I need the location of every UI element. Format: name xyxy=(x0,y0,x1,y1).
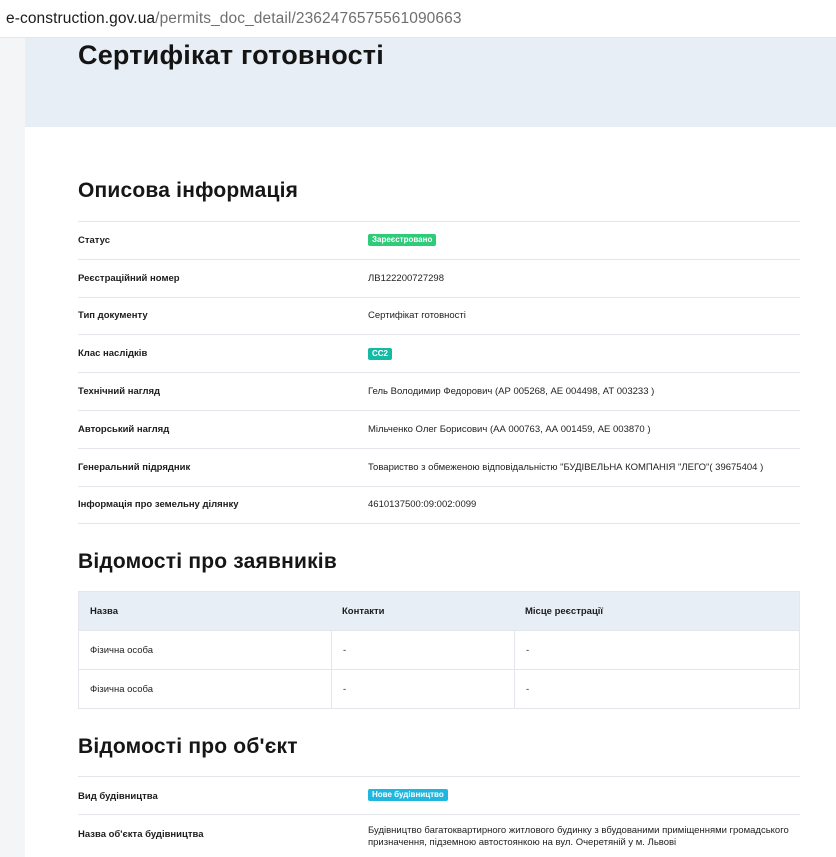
class-badge-wrap xyxy=(368,348,392,360)
info-label: Генеральний підрядник xyxy=(78,461,191,473)
section-title-applicants: Відомості про заявників xyxy=(78,550,337,573)
info-row-object-name xyxy=(78,814,800,857)
table-cell: - xyxy=(514,631,800,669)
table-cell: Фізична особа xyxy=(90,644,154,656)
table-cell: - xyxy=(514,670,800,708)
url-domain: e-construction.gov.ua xyxy=(6,9,156,27)
info-label: Реєстраційний номер xyxy=(78,272,180,284)
address-bar[interactable] xyxy=(0,0,836,38)
info-row-construction-type xyxy=(78,776,800,814)
info-row-document-type xyxy=(78,297,800,335)
section-title-object: Відомості про об'єкт xyxy=(78,735,298,758)
info-label: Статус xyxy=(78,234,111,246)
info-value: Товариство з обмеженою відповідальністю "БУДІВЕЛЬНА КОМПАНІЯ "ЛЕГО"( 39675404 ) xyxy=(368,461,764,473)
table-header xyxy=(79,592,799,630)
info-value: Сертифікат готовності xyxy=(368,310,466,322)
info-label: Технічний нагляд xyxy=(78,386,161,398)
applicants-table xyxy=(78,591,800,709)
column-header-name: Назва xyxy=(90,605,118,617)
left-gutter xyxy=(0,38,25,857)
info-value: Будівництво багатоквартирного житлового будинку з вбудованими приміщеннями громадського призначення, підземною автостоянкою на вул. Очеретяній у м. Львові xyxy=(368,825,789,848)
construction-type-badge-wrap xyxy=(368,789,798,801)
url-path: /permits_doc_detail/2362476575561090663 xyxy=(155,9,462,27)
column-header-contacts: Контакти xyxy=(342,605,385,617)
table-cell: Фізична особа xyxy=(90,683,154,695)
status-badge-wrap xyxy=(368,234,436,246)
info-row-author-supervision xyxy=(78,410,800,448)
info-row-general-contractor xyxy=(78,448,800,486)
table-row xyxy=(79,669,799,708)
info-value: Мільченко Олег Борисович (АА 000763, АА 001459, АЕ 003870 ) xyxy=(368,423,651,435)
table-cell: - xyxy=(331,670,514,708)
info-label: Вид будівництва xyxy=(78,791,158,802)
info-value: Гель Володимир Федорович (АР 005268, АЕ 004498, АТ 003233 ) xyxy=(368,386,655,398)
table-cell: - xyxy=(331,631,514,669)
info-value: 4610137500:09:002:0099 xyxy=(368,499,477,511)
info-label: Тип документу xyxy=(78,310,148,322)
info-label: Назва об'єкта будівництва xyxy=(78,829,204,840)
construction-type-badge: Нове будівництво xyxy=(368,789,448,801)
object-info-table xyxy=(78,776,800,857)
info-label: Авторський нагляд xyxy=(78,423,170,435)
info-row-status xyxy=(78,221,800,259)
info-row-registration-number xyxy=(78,259,800,297)
column-header-registration-place: Місце реєстрації xyxy=(525,605,604,617)
info-label: Клас наслідків xyxy=(78,348,148,360)
info-row-technical-supervision xyxy=(78,372,800,410)
info-row-consequence-class xyxy=(78,334,800,372)
info-label: Інформація про земельну ділянку xyxy=(78,499,239,511)
info-value: ЛВ122200727298 xyxy=(368,272,444,284)
page-title: Сертифікат готовності xyxy=(78,40,384,70)
class-badge: СС2 xyxy=(368,348,392,360)
section-title-descriptive: Описова інформація xyxy=(78,179,299,202)
info-row-land-plot xyxy=(78,486,800,524)
table-row xyxy=(79,630,799,669)
status-badge: Зареєстровано xyxy=(368,234,436,246)
descriptive-info-table xyxy=(78,221,800,524)
page-header xyxy=(25,38,836,127)
